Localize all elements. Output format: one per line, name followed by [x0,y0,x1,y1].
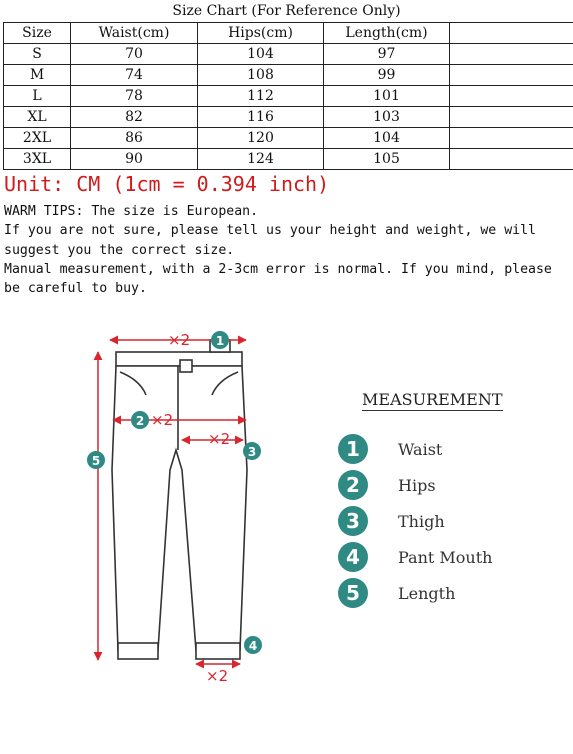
pants-outline [112,340,247,659]
table-cell: 120 [198,128,324,149]
marker-2-mult: ×2 [151,411,174,429]
legend-number: 1 [338,434,368,464]
table-row [4,107,573,128]
legend-item-length [338,578,558,610]
legend-item-waist [338,434,558,466]
table-row [4,128,573,149]
table-cell [450,128,573,149]
table-cell: 86 [71,128,198,149]
legend-number: 5 [338,578,368,608]
measurement-title: MEASUREMENT [362,390,503,409]
legend-item-thigh [338,506,558,538]
legend-item-hips [338,470,558,502]
table-cell [450,107,573,128]
marker-1-mult: ×2 [168,331,191,349]
table-header-row [4,23,573,44]
marker-1-num: 1 [215,334,225,348]
marker-5 [87,451,105,469]
table-cell [450,86,573,107]
table-cell: 112 [198,86,324,107]
table-cell: 90 [71,149,198,170]
table-cell: 101 [324,86,450,107]
table-cell: M [4,65,71,86]
table-cell: 74 [71,65,198,86]
table-cell: 99 [324,65,450,86]
legend-item-pant-mouth [338,542,558,574]
marker-3-mult: ×2 [208,430,231,448]
tip-line: If you are not sure, please tell us your height and weight, we will suggest you the correct size. [4,223,544,258]
legend-label: Length [398,584,456,603]
table-cell: 3XL [4,149,71,170]
table-row [4,149,573,170]
tips-block [4,202,570,298]
table-cell: 97 [324,44,450,65]
table-row [4,86,573,107]
header-cell: Size [4,23,71,44]
tip-line: Manual measurement, with a 2-3cm error is normal. If you mind, please be careful to buy. [4,261,560,297]
legend-label: Waist [398,440,443,459]
table-cell [450,149,573,170]
table-cell: 103 [324,107,450,128]
marker-3-num: 3 [247,445,257,459]
header-cell: Length(cm) [324,23,450,44]
table-cell: 82 [71,107,198,128]
table-cell: 2XL [4,128,71,149]
legend-number: 2 [338,470,368,500]
table-cell [450,44,573,65]
legend-label: Hips [398,476,436,495]
table-cell: 104 [198,44,324,65]
table-cell: 70 [71,44,198,65]
marker-4-mult: ×2 [206,667,229,685]
table-cell: L [4,86,71,107]
table-cell: XL [4,107,71,128]
table-row [4,44,573,65]
legend-number: 3 [338,506,368,536]
tip-line: WARM TIPS: The size is European. [4,204,259,219]
marker-2 [131,411,173,429]
marker-4-num: 4 [248,639,258,653]
table-cell: 104 [324,128,450,149]
table-cell: S [4,44,71,65]
header-cell: Waist(cm) [71,23,198,44]
table-cell [450,65,573,86]
marker-5-num: 5 [91,454,101,468]
table-row [4,65,573,86]
marker-2-num: 2 [135,414,145,428]
chart-title: Size Chart (For Reference Only) [172,3,401,19]
legend-label: Thigh [398,512,445,531]
header-cell [450,23,573,44]
table-cell: 105 [324,149,450,170]
table-cell: 108 [198,65,324,86]
legend-number: 4 [338,542,368,572]
size-table [3,22,573,170]
table-cell: 78 [71,86,198,107]
unit-note: Unit: CM (1cm = 0.394 inch) [4,172,330,196]
header-cell: Hips(cm) [198,23,324,44]
legend-label: Pant Mouth [398,548,493,567]
table-cell: 116 [198,107,324,128]
table-cell: 124 [198,149,324,170]
